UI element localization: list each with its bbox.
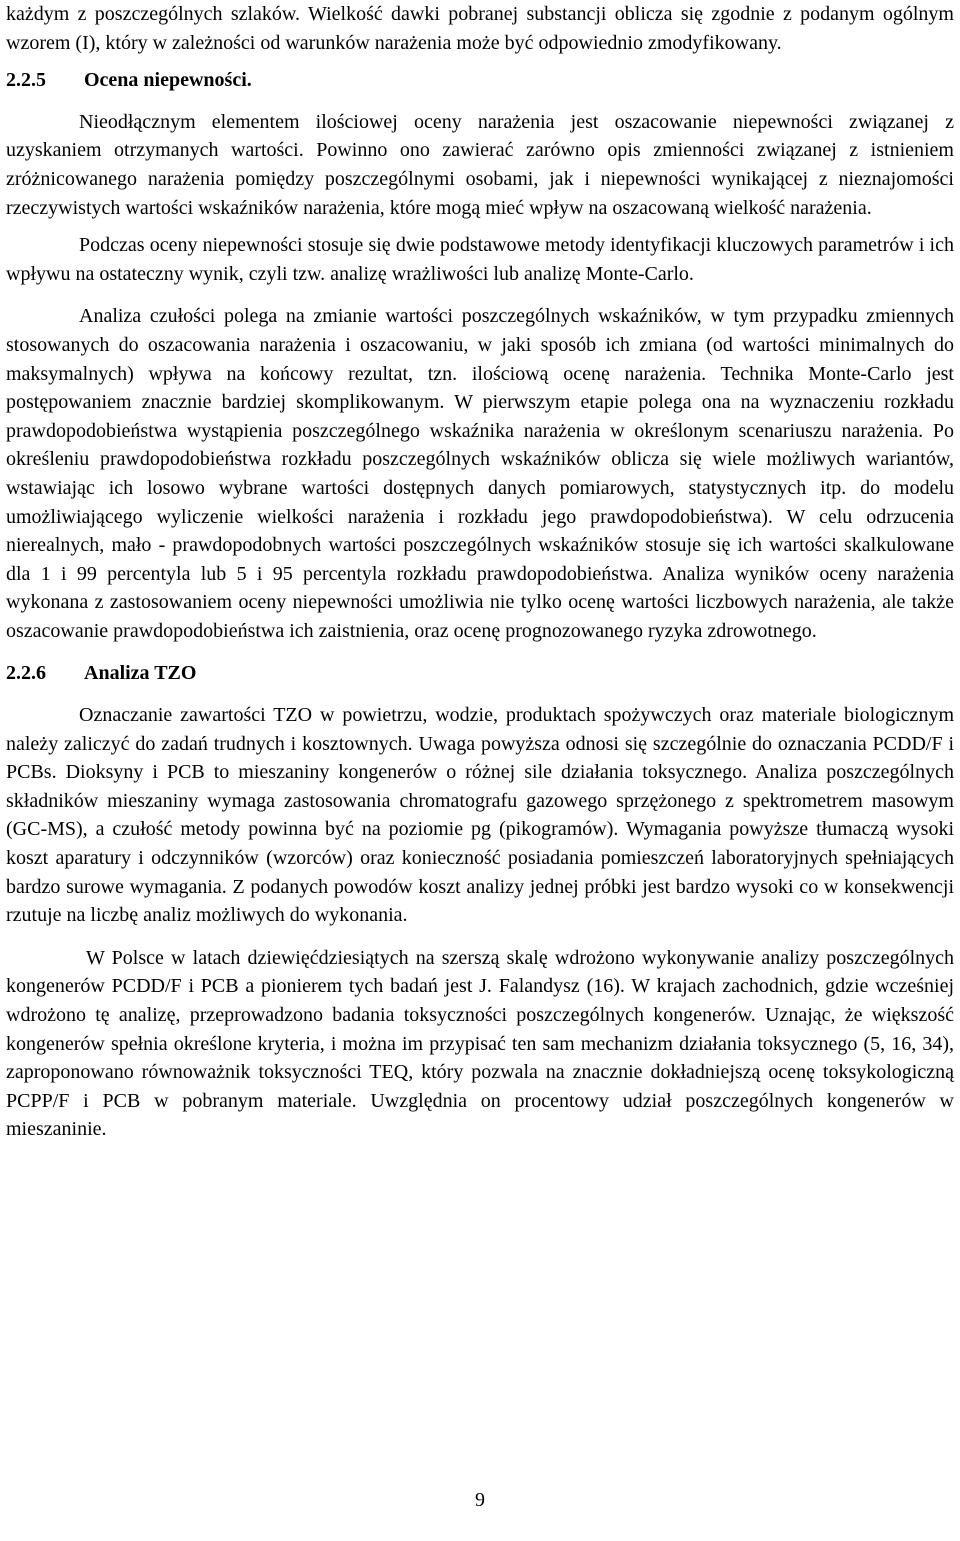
paragraph: W Polsce w latach dziewięćdziesiątych na szerszą skalę wdrożono wykonywanie analizy poszczególnych kongenerów PCDD/F i PCB a pionierem tych badań jest J. Falandysz (16). W krajach zachodnich, gdzie wcześniej wdrożono tę analizę, przeprowadzono badania toksyczności poszczególnych kongenerów. Uznając, że większość kongenerów spełnia określone kryteria, i można im przypisać ten sam mechanizm działania toksycznego (5, 16, 34), zaproponowano równoważnik toksyczności TEQ, który pozwala na znacznie dokładniejszą ocenę toksykologiczną PCPP/F i PCB w pobranym materiale. Uwzględnia on procentowy udział poszczególnych kongenerów w mieszaninie. bbox=[6, 946, 954, 1141]
page-content bbox=[6, 0, 954, 1144]
intro-paragraph: każdym z poszczególnych szlaków. Wielkość dawki pobranej substancji oblicza się zgodnie z podanym ogólnym wzorem (I), który w zależności od warunków narażenia może być odpowiednio zmodyfikowany. bbox=[6, 3, 954, 54]
section-title: Ocena niepewności. bbox=[84, 69, 252, 92]
paragraph: Nieodłącznym elementem ilościowej oceny narażenia jest oszacowanie niepewności związanej z uzyskaniem otrzymanych wartości. Powinno ono zawierać zarówno opis zmienności związanej z istnieniem zróżnicowanego narażenia pomiędzy poszczególnymi osobami, jak i niepewności wynikającej z nieznajomości rzeczywistych wartości wskaźników narażenia, które mogą mieć wpływ na oszacowaną wielkość narażenia. bbox=[6, 110, 954, 219]
page-number: 9 bbox=[475, 1489, 485, 1511]
section-number: 2.2.5 bbox=[6, 69, 46, 92]
paragraph: Analiza czułości polega na zmianie wartości poszczególnych wskaźników, w tym przypadku zmiennych stosowanych do oszacowania narażenia i oszacowaniu, w jaki sposób ich zmiana (od wartości minimalnych do maksymalnych) wpływa na końcowy rezultat, tzn. ilościową ocenę narażenia. Technika Monte-Carlo jest postępowaniem znacznie bardziej skomplikowanym. W pierwszym etapie polega ona na wyznaczeniu rozkładu prawdopodobieństwa wystąpienia poszczególnego wskaźnika narażenia w określonym scenariuszu narażenia. Po określeniu prawdopodobieństwa rozkładu poszczególnych wskaźników oblicza się wiele możliwych wariantów, wstawiając ich losowo wybrane wartości dostępnych danych pomiarowych, statystycznych itp. do modelu umożliwiającego wyliczenie wielkości narażenia i rozkładu jego prawdopodobieństwa). W celu odrzucenia nierealnych, mało - prawdopodobnych wartości poszczególnych wskaźników stosuje się ich wartości skalkulowane dla 1 i 99 percentyla lub 5 i 95 percentyla rozkładu prawdopodobieństwa. Analiza wyników oceny narażenia wykonana z zastosowaniem oceny niepewności umożliwia nie tylko ocenę wartości liczbowych narażenia, ale także oszacowanie prawdopodobieństwa ich zaistnienia, oraz ocenę prognozowanego ryzyka zdrowotnego. bbox=[6, 305, 954, 642]
section-heading-2-2-6 bbox=[6, 659, 954, 688]
section-heading-2-2-5 bbox=[6, 66, 954, 95]
paragraph: Oznaczanie zawartości TZO w powietrzu, wodzie, produktach spożywczych oraz materiale biologicznym należy zaliczyć do zadań trudnych i kosztownych. Uwaga powyższa odnosi się szczególnie do oznaczania PCDD/F i PCBs. Dioksyny i PCB to mieszaniny kongenerów o różnej sile działania toksycznego. Analiza poszczególnych składników mieszaniny wymaga zastosowania chromatografu gazowego sprzężonego z spektrometrem masowym (GC-MS), a czułość metody powinna być na poziomie pg (pikogramów). Wymagania powyższe tłumaczą wysoki koszt aparatury i odczynników (wzorców) oraz konieczność posiadania pomieszczeń laboratoryjnych spełniających bardzo surowe wymagania. Z podanych powodów koszt analizy jednej próbki jest bardzo wysoki co w konsekwencji rzutuje na liczbę analiz możliwych do wykonania. bbox=[6, 704, 954, 927]
section-title: Analiza TZO bbox=[84, 662, 197, 685]
paragraph: Podczas oceny niepewności stosuje się dwie podstawowe metody identyfikacji kluczowych parametrów i ich wpływu na ostateczny wynik, czyli tzw. analizę wrażliwości lub analizę Monte-Carlo. bbox=[6, 234, 954, 285]
section-number: 2.2.6 bbox=[6, 662, 46, 685]
